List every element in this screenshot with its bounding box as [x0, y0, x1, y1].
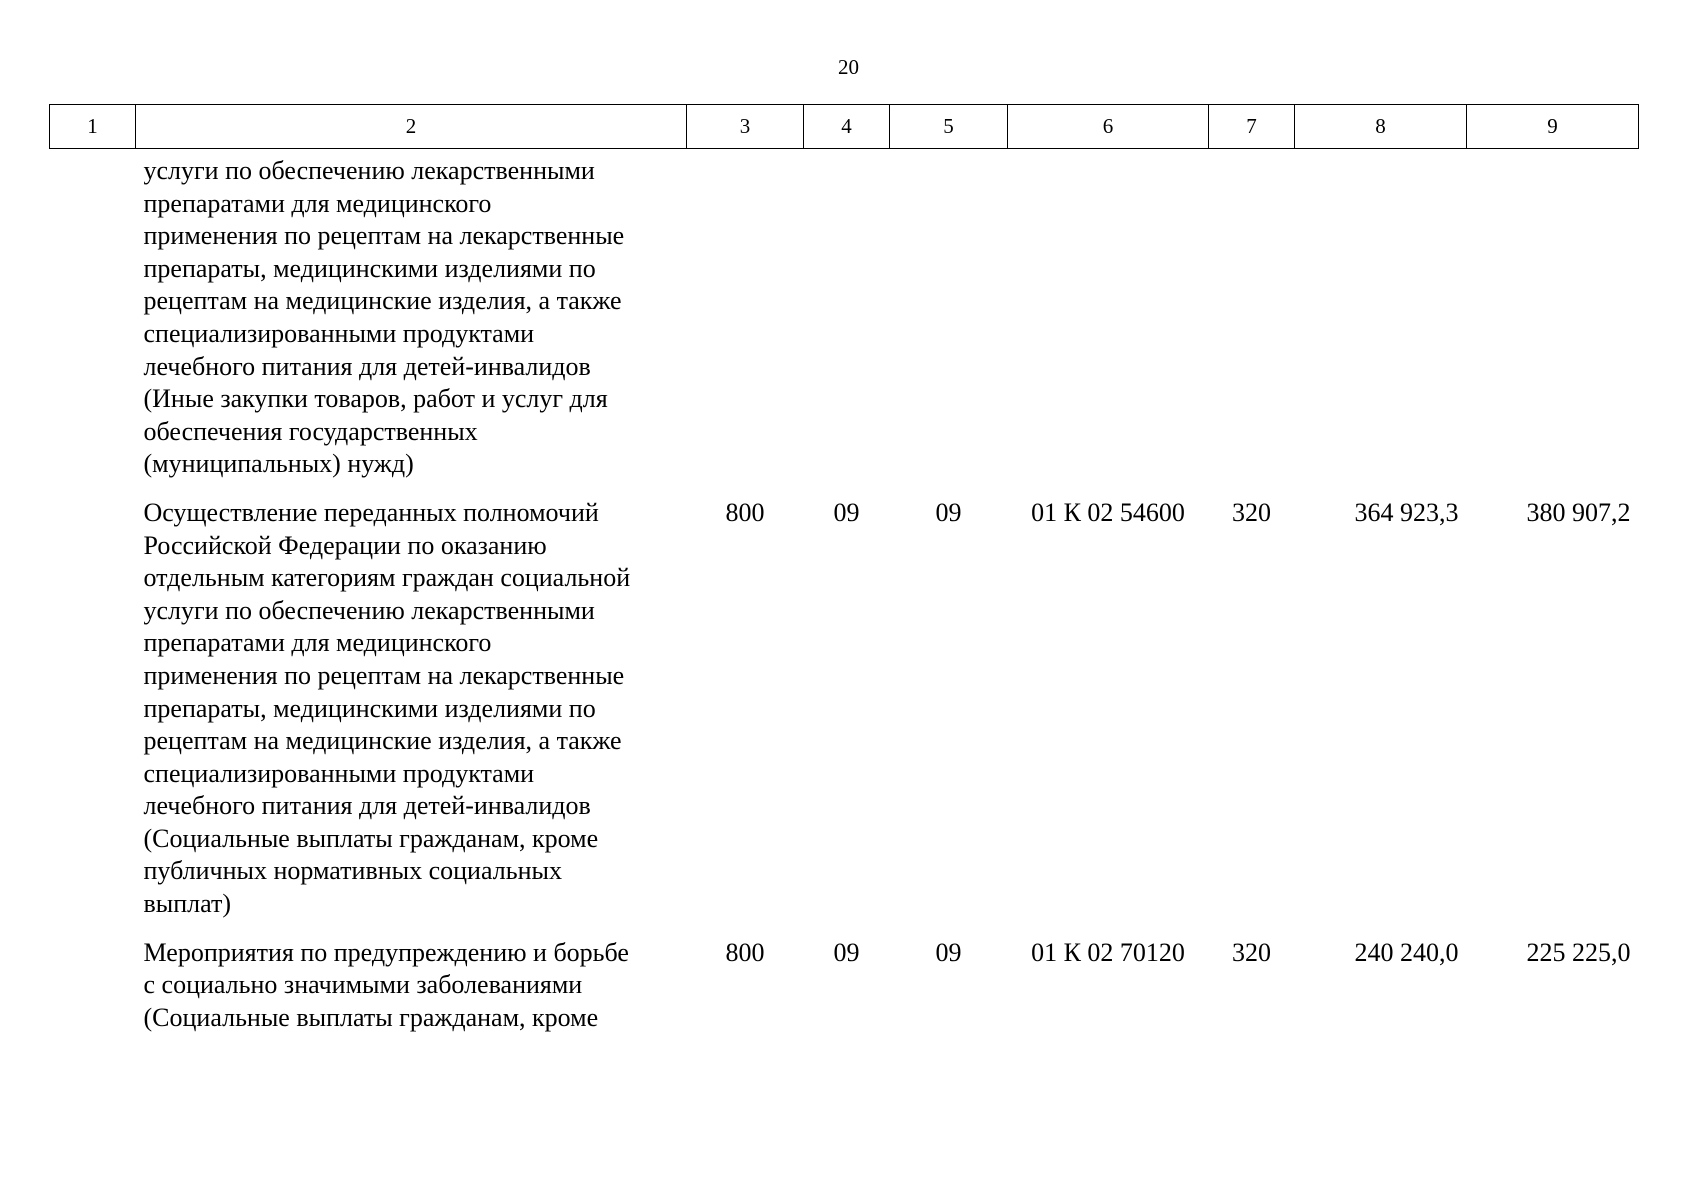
amount-year-2-cell: 380 907,2: [1526, 497, 1631, 527]
description-line: отдельным категориям граждан социальной: [143, 563, 631, 593]
description-line: Осуществление переданных полномочий: [143, 497, 599, 527]
description-line: услуги по обеспечению лекарственными: [143, 595, 595, 625]
description-line: (Социальные выплаты гражданам, кроме: [143, 823, 599, 853]
table-row: [50, 481, 1639, 921]
subsection-code-cell: 09: [935, 937, 962, 967]
description-line: (Социальные выплаты гражданам, кроме: [143, 1002, 599, 1032]
item-description: [136, 921, 687, 1035]
description-line: услуги по обеспечению лекарственными: [143, 156, 595, 185]
subsection-code-cell: [890, 149, 1008, 481]
ministry-code-cell: 800: [725, 497, 765, 527]
description-line: Мероприятия по предупреждению и борьбе: [143, 937, 629, 967]
column-number-header: 1: [50, 105, 136, 149]
column-number-header: 8: [1295, 105, 1467, 149]
column-number-header-row: [50, 105, 1639, 149]
description-line: выплат): [143, 889, 232, 919]
description-line: лечебного питания для детей-инвалидов: [143, 791, 591, 821]
description-line: лечебного питания для детей-инвалидов: [143, 351, 591, 381]
column-number-header: 4: [804, 105, 890, 149]
expense-type-cell: 320: [1232, 497, 1271, 527]
description-line: с социально значимыми заболеваниями: [143, 970, 583, 1000]
column-number-header: 3: [687, 105, 804, 149]
ministry-code-cell: 800: [725, 937, 765, 967]
section-code-cell: 09: [833, 937, 860, 967]
description-line: применения по рецептам на лекарственные: [143, 660, 625, 690]
table-row: [50, 921, 1639, 1035]
amount-year-2-cell: 225 225,0: [1526, 937, 1631, 967]
subsection-code-cell: 09: [935, 497, 962, 527]
description-line: рецептам на медицинские изделия, а также: [143, 286, 622, 316]
section-code-cell: 09: [833, 497, 860, 527]
description-line: рецептам на медицинские изделия, а также: [143, 726, 622, 756]
target-article-cell: [1008, 149, 1209, 481]
description-line: специализированными продуктами: [143, 758, 535, 788]
row-number-cell: [50, 921, 136, 1035]
ministry-code-cell: [687, 149, 804, 481]
description-line: препараты, медицинскими изделиями по: [143, 693, 596, 723]
column-number-header: 6: [1008, 105, 1209, 149]
column-number-header: 9: [1467, 105, 1639, 149]
description-line: (Иные закупки товаров, работ и услуг для: [143, 384, 608, 414]
amount-year-1-cell: [1295, 149, 1467, 481]
description-line: применения по рецептам на лекарственные: [143, 221, 625, 251]
expense-type-cell: 320: [1232, 937, 1271, 967]
amount-year-2-cell: [1467, 149, 1639, 481]
page-number: 20: [838, 55, 859, 79]
description-line: обеспечения государственных: [143, 416, 478, 446]
row-number-cell: [50, 481, 136, 921]
budget-table: [49, 104, 1639, 1034]
amount-year-1-cell: 240 240,0: [1354, 937, 1459, 967]
description-line: препаратами для медицинского: [143, 628, 492, 658]
description-line: препаратами для медицинского: [143, 188, 492, 218]
description-line: специализированными продуктами: [143, 318, 535, 348]
section-code-cell: [804, 149, 890, 481]
column-number-header: 5: [890, 105, 1008, 149]
description-line: (муниципальных) нужд): [143, 449, 414, 479]
table-row: [50, 149, 1639, 481]
column-number-header: 2: [136, 105, 687, 149]
target-article-cell: 01 К 02 54600: [1031, 497, 1185, 527]
description-line: Российской Федерации по оказанию: [143, 530, 547, 560]
expense-type-cell: [1209, 149, 1295, 481]
description-line: публичных нормативных социальных: [143, 856, 562, 886]
amount-year-1-cell: 364 923,3: [1354, 497, 1459, 527]
item-description: [136, 149, 687, 481]
description-line: препараты, медицинскими изделиями по: [143, 253, 596, 283]
target-article-cell: 01 К 02 70120: [1031, 937, 1185, 967]
item-description: [136, 481, 687, 921]
row-number-cell: [50, 149, 136, 481]
column-number-header: 7: [1209, 105, 1295, 149]
